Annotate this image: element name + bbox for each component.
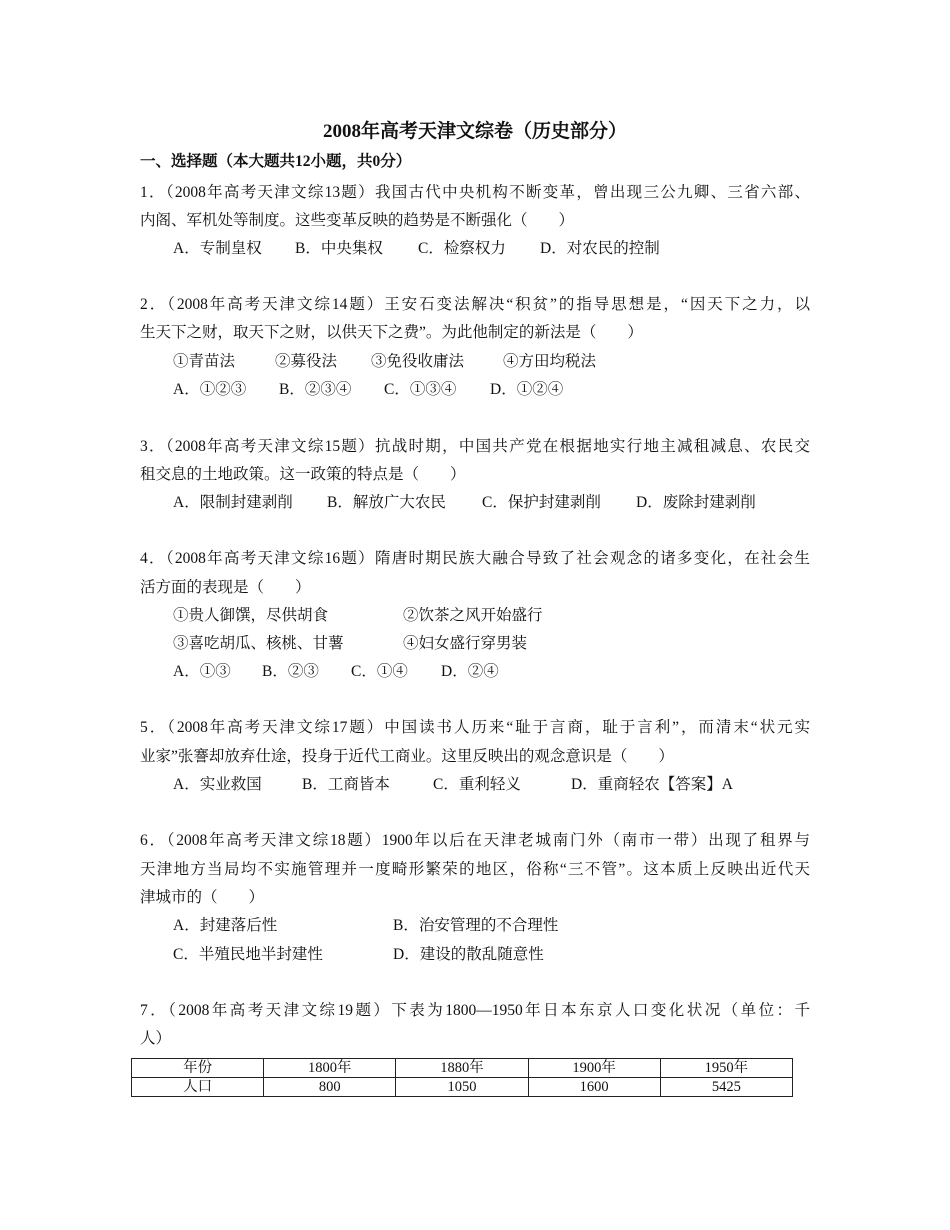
question-stem-line: 7．（2008年高考天津文综19题）下表为1800—1950年日本东京人口变化状况（单位：千 (140, 1002, 810, 1019)
option-c: C．重利轻义 (433, 776, 521, 793)
table-cell: 1600 (528, 1078, 660, 1097)
option-b: B．治安管理的不合理性 (393, 917, 559, 934)
option-b: B．②③ (262, 663, 319, 680)
option-d: D．①②④ (490, 381, 564, 398)
item-2: ②募役法 (275, 353, 338, 370)
option-c: C．①③④ (384, 381, 457, 398)
question-stem-line: 2．（2008年高考天津文综14题）王安石变法解决“积贫”的指导思想是，“因天下之力，以 (140, 296, 810, 313)
table-cell: 1950年 (660, 1059, 792, 1078)
table-cell: 1050 (396, 1078, 528, 1097)
question-stem-line: 活方面的表现是（ ） (140, 579, 311, 596)
question-stem-line: 津城市的（ ） (140, 889, 265, 906)
table-cell: 1800年 (264, 1059, 396, 1078)
item-4: ④方田均税法 (503, 353, 597, 370)
option-d: D．对农民的控制 (540, 240, 660, 257)
section-heading: 一、选择题（本大题共12小题，共0分） (140, 153, 412, 170)
table-cell: 1880年 (396, 1059, 528, 1078)
option-b: B．中央集权 (295, 240, 383, 257)
option-d: D．建设的散乱随意性 (393, 946, 544, 963)
table-row (132, 1078, 793, 1097)
table-cell: 人口 (132, 1078, 264, 1097)
option-a: A．实业救国 (173, 776, 262, 793)
table-cell: 1900年 (528, 1059, 660, 1078)
question-stem-line: 人） (140, 1030, 172, 1047)
question-stem-line: 6．（2008年高考天津文综18题）1900年以后在天津老城南门外（南市一带）出现了租界与 (140, 832, 810, 849)
question-stem-line: 租交息的土地政策。这一政策的特点是（ ） (140, 466, 466, 483)
option-c: C．半殖民地半封建性 (173, 946, 323, 963)
question-stem-line: 1．（2008年高考天津文综13题）我国古代中央机构不断变革，曾出现三公九卿、三省六部、 (140, 184, 810, 201)
question-stem-line: 内阁、军机处等制度。这些变革反映的趋势是不断强化（ ） (140, 212, 575, 229)
option-a: A．①②③ (173, 381, 247, 398)
option-a: A．专制皇权 (173, 240, 262, 257)
option-c: C．保护封建剥削 (482, 494, 601, 511)
option-c: C．①④ (351, 663, 408, 680)
population-table (131, 1058, 793, 1097)
item-4: ④妇女盛行穿男装 (403, 635, 528, 652)
table-cell: 800 (264, 1078, 396, 1097)
option-d: D．②④ (441, 663, 499, 680)
item-2: ②饮茶之风开始盛行 (403, 607, 543, 624)
table-cell: 5425 (660, 1078, 792, 1097)
option-d: D．重商轻农【答案】A (571, 776, 733, 793)
item-1: ①贵人御馔，尽供胡食 (173, 607, 329, 624)
item-3: ③免役收庸法 (371, 353, 465, 370)
option-b: B．②③④ (279, 381, 352, 398)
question-stem-line: 5．（2008年高考天津文综17题）中国读书人历来“耻于言商，耻于言利”，而清末“状元实 (140, 719, 810, 736)
option-a: A．封建落后性 (173, 917, 278, 934)
option-c: C．检察权力 (418, 240, 506, 257)
page-title: 2008年高考天津文综卷（历史部分） (322, 121, 627, 142)
option-a: A．限制封建剥削 (173, 494, 293, 511)
table-header-row (132, 1059, 793, 1078)
item-3: ③喜吃胡瓜、核桃、甘薯 (173, 635, 344, 652)
question-stem-line: 天津地方当局均不实施管理并一度畸形繁荣的地区，俗称“三不管”。这本质上反映出近代天 (140, 861, 810, 878)
option-b: B．工商皆本 (302, 776, 390, 793)
option-a: A．①③ (173, 663, 231, 680)
question-stem-line: 生天下之财，取天下之财，以供天下之费”。为此他制定的新法是（ ） (140, 324, 643, 341)
table-cell: 年份 (132, 1059, 264, 1078)
question-stem-line: 业家”张謇却放弃仕途，投身于近代工商业。这里反映出的观念意识是（ ） (140, 748, 674, 765)
question-stem-line: 4．（2008年高考天津文综16题）隋唐时期民族大融合导致了社会观念的诸多变化，在社会生 (140, 550, 810, 567)
option-d: D．废除封建剥削 (636, 494, 756, 511)
question-stem-line: 3．（2008年高考天津文综15题）抗战时期，中国共产党在根据地实行地主减租减息、农民交 (140, 438, 810, 455)
option-b: B．解放广大农民 (327, 494, 446, 511)
item-1: ①青苗法 (173, 353, 236, 370)
